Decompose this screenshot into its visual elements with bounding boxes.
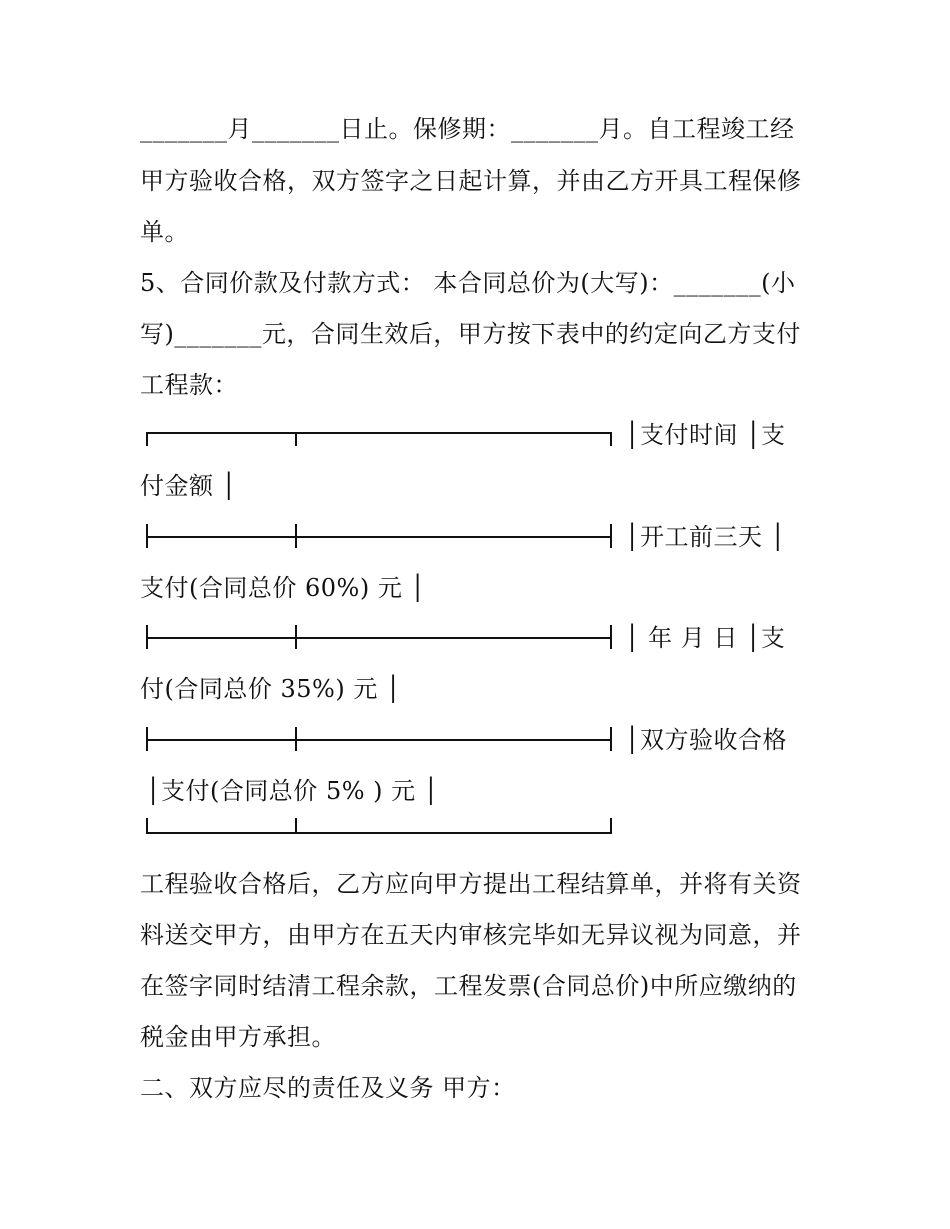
- table-header-cell: │支付时间 │支: [625, 421, 786, 449]
- table-row-2-amount: 付(合同总价 35%) 元 │: [140, 675, 401, 703]
- price-clause-line-2: 写)_______元，合同生效后，甲方按下表中的约定向乙方支付: [140, 320, 801, 348]
- table-header-continued: 付金额 │: [140, 472, 237, 500]
- settlement-line-2: 料送交甲方，由甲方在五天内审核完毕如无异议视为同意，并: [140, 921, 802, 949]
- price-clause-line-3: 工程款：: [140, 371, 238, 399]
- table-row-1-amount: 支付(合同总价 60%) 元 │: [140, 574, 426, 602]
- price-clause-line-1: 5、合同价款及付款方式： 本合同总价为(大写)：_______(小: [140, 269, 796, 297]
- table-row-divider-3: [146, 727, 612, 751]
- settlement-line-3: 在签字同时结清工程余款，工程发票(合同总价)中所应缴纳的: [140, 972, 797, 1000]
- section-heading: 二、双方应尽的责任及义务 甲方：: [140, 1074, 516, 1102]
- warranty-line-3: 单。: [140, 218, 189, 246]
- warranty-line-1: _______月_______日止。保修期：_______月。自工程竣工经: [140, 115, 795, 143]
- table-row-divider-1: [146, 524, 612, 548]
- table-row-1-time: │开工前三天 │: [625, 523, 786, 551]
- table-top-border: [146, 432, 612, 456]
- table-row-2-time: │ 年 月 日 │支: [625, 624, 786, 652]
- table-row-3-time: │双方验收合格: [625, 726, 787, 754]
- table-row-divider-2: [146, 625, 612, 649]
- table-row-3-amount: │支付(合同总价 5% ) 元 │: [146, 777, 439, 805]
- settlement-line-1: 工程验收合格后，乙方应向甲方提出工程结算单，并将有关资: [140, 870, 802, 898]
- table-bottom-border: [146, 818, 612, 842]
- warranty-line-2: 甲方验收合格，双方签字之日起计算，并由乙方开具工程保修: [140, 167, 802, 195]
- settlement-line-4: 税金由甲方承担。: [140, 1023, 336, 1051]
